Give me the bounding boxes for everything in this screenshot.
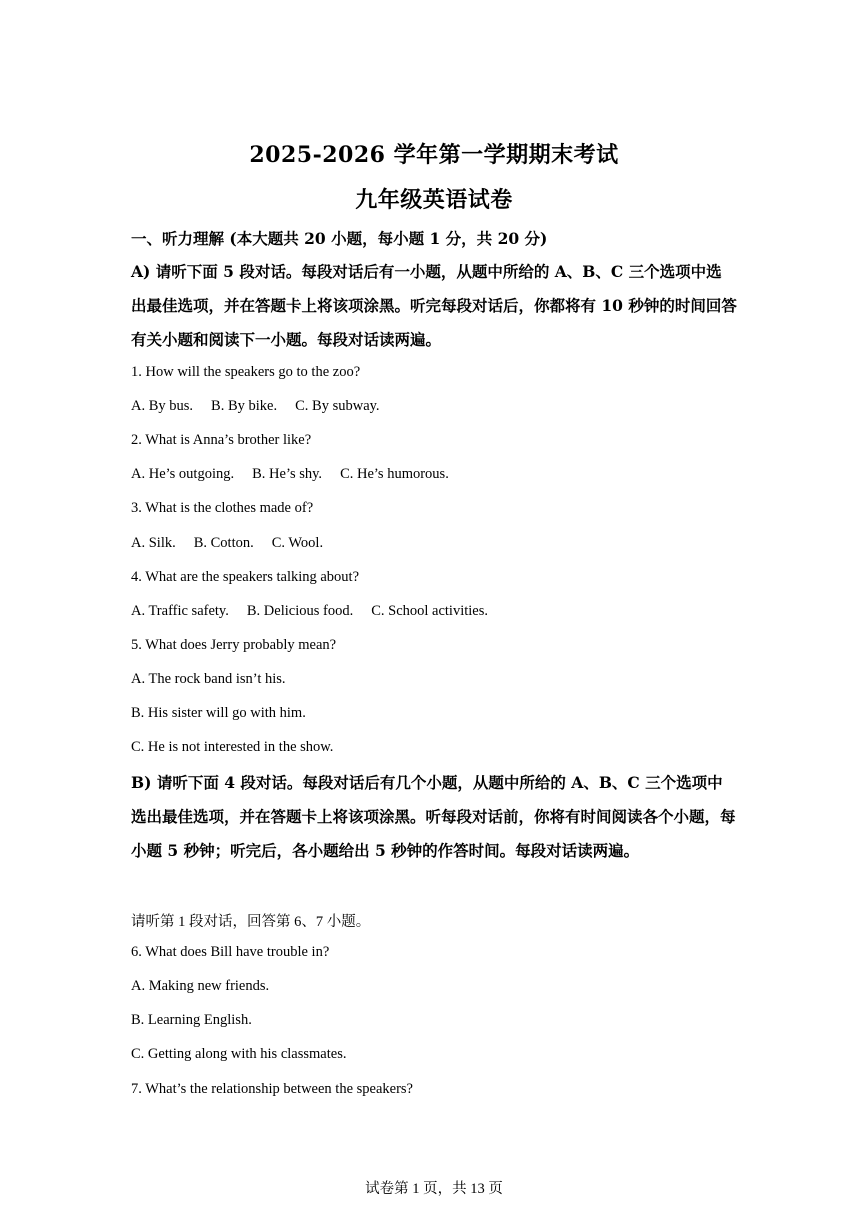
question-1: 1. How will the speakers go to the zoo? [131, 364, 361, 380]
option-c: C. He is not interested in the show. [131, 739, 334, 755]
dialog-1-instruction: 请听第 1 段对话，回答第 6、7 小题。 [131, 914, 371, 930]
option-c: C. Wool. [271, 535, 324, 551]
question-2: 2. What is Anna’s brother like? [131, 432, 312, 448]
part-a-instructions: A) 请听下面 5 段对话。每段对话后有一小题，从题中所给的 A、B、C 三个选项中选出最佳选项，并在答题卡上将该项涂黑。听完每段对话后，你都将有 10 秒钟的时间回答有关小题和阅读下一小题。每段对话读两遍。 [131, 262, 737, 349]
option-a: A. Making new friends. [131, 978, 270, 994]
question-2-options [131, 466, 751, 483]
option-b: B. His sister will go with him. [131, 705, 306, 721]
question-3-options [131, 535, 751, 552]
question-1-options [131, 398, 751, 415]
part-b-instructions: B) 请听下面 4 段对话。每段对话后有几个小题，从题中所给的 A、B、C 三个选项中选出最佳选项，并在答题卡上将该项涂黑。听每段对话前，你将有时间阅读各个小题，每小题 5 秒钟；听完后，各小题给出 5 秒钟的作答时间。每段对话读两遍。 [131, 773, 736, 860]
option-b: B. Cotton. [193, 535, 254, 551]
option-c: C. Getting along with his classmates. [131, 1046, 347, 1062]
option-a: A. By bus. [131, 398, 194, 414]
question-3: 3. What is the clothes made of? [131, 500, 314, 516]
question-4-options [131, 603, 751, 620]
option-b: B. By bike. [211, 398, 278, 414]
option-a: A. Traffic safety. [131, 603, 229, 619]
section-heading-listening: 一、听力理解 (本大题共 20 小题，每小题 1 分，共 20 分) [131, 229, 548, 248]
question-6: 6. What does Bill have trouble in? [131, 944, 330, 960]
exam-title: 2025-2026 学年第一学期期末考试 [249, 142, 619, 168]
option-b: B. He’s shy. [252, 466, 323, 482]
option-a: A. He’s outgoing. [131, 466, 235, 482]
option-a: A. The rock band isn’t his. [131, 671, 286, 687]
option-b: B. Learning English. [131, 1012, 252, 1028]
option-b: B. Delicious food. [246, 603, 354, 619]
option-a: A. Silk. [131, 535, 176, 551]
option-c: C. By subway. [295, 398, 380, 414]
page-footer: 试卷第 1 页，共 13 页 [365, 1181, 503, 1197]
question-4: 4. What are the speakers talking about? [131, 569, 360, 585]
option-c: C. School activities. [371, 603, 488, 619]
question-5: 5. What does Jerry probably mean? [131, 637, 337, 653]
question-7: 7. What’s the relationship between the speakers? [131, 1081, 413, 1097]
option-c: C. He’s humorous. [340, 466, 449, 482]
exam-subtitle: 九年级英语试卷 [355, 187, 513, 213]
